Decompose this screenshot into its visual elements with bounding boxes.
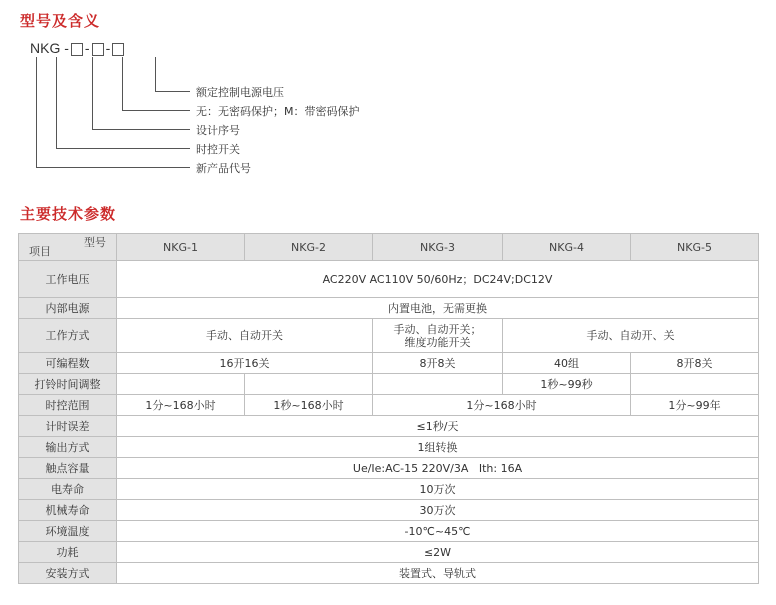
table-header-row xyxy=(19,234,759,261)
table-cell: Ue/Ie:AC-15 220V/3A Ith: 16A xyxy=(117,458,759,479)
table-cell: 1分~168小时 xyxy=(373,395,631,416)
table-row xyxy=(19,319,759,353)
table-cell: 1秒~168小时 xyxy=(245,395,373,416)
tree-line xyxy=(92,57,93,130)
code-label-password: 无：无密码保护；M：带密码保护 xyxy=(196,105,360,118)
tree-line xyxy=(36,57,37,168)
tree-line xyxy=(36,167,190,168)
table-row xyxy=(19,395,759,416)
row-label: 输出方式 xyxy=(19,437,117,458)
model-header: NKG-2 xyxy=(245,234,373,261)
row-label: 电寿命 xyxy=(19,479,117,500)
code-box-3 xyxy=(112,43,124,56)
row-label: 内部电源 xyxy=(19,298,117,319)
tree-line xyxy=(155,57,156,92)
tree-line xyxy=(56,148,190,149)
row-label: 触点容量 xyxy=(19,458,117,479)
table-row xyxy=(19,500,759,521)
table-cell: 内置电池，无需更换 xyxy=(117,298,759,319)
code-box-2 xyxy=(92,43,104,56)
table-row xyxy=(19,353,759,374)
table-cell: 装置式、导轨式 xyxy=(117,563,759,584)
row-label: 工作方式 xyxy=(19,319,117,353)
tree-line xyxy=(92,129,190,130)
table-cell: 1分~99年 xyxy=(631,395,759,416)
row-label: 时控范围 xyxy=(19,395,117,416)
table-cell xyxy=(373,374,503,395)
row-label: 机械寿命 xyxy=(19,500,117,521)
table-cell: 8开8关 xyxy=(631,353,759,374)
table-row xyxy=(19,416,759,437)
table-cell: 1组转换 xyxy=(117,437,759,458)
model-code: NKG - - - xyxy=(30,40,126,56)
model-header: NKG-5 xyxy=(631,234,759,261)
table-row xyxy=(19,374,759,395)
table-cell: AC220V AC110V 50/60Hz；DC24V;DC12V xyxy=(117,261,759,298)
tree-line xyxy=(122,57,123,111)
table-cell: 16开16关 xyxy=(117,353,373,374)
table-cell: ≤1秒/天 xyxy=(117,416,759,437)
table-row xyxy=(19,542,759,563)
code-label-voltage: 额定控制电源电压 xyxy=(196,86,284,99)
table-cell xyxy=(117,374,245,395)
code-label-design: 设计序号 xyxy=(196,124,240,137)
table-cell: 手动、自动开、关 xyxy=(503,319,759,353)
row-label: 计时误差 xyxy=(19,416,117,437)
table-row xyxy=(19,458,759,479)
code-label-timer: 时控开关 xyxy=(196,143,240,156)
section-title-model: 型号及含义 xyxy=(20,12,101,30)
model-header: NKG-1 xyxy=(117,234,245,261)
table-cell: 8开8关 xyxy=(373,353,503,374)
model-header: NKG-4 xyxy=(503,234,631,261)
table-cell: 手动、自动开关； 维度功能开关 xyxy=(373,319,503,353)
table-row xyxy=(19,563,759,584)
row-label: 打铃时间调整 xyxy=(19,374,117,395)
table-cell: 1秒~99秒 xyxy=(503,374,631,395)
table-cell: ≤2W xyxy=(117,542,759,563)
table-cell: 40组 xyxy=(503,353,631,374)
row-label: 安装方式 xyxy=(19,563,117,584)
code-box-1 xyxy=(71,43,83,56)
table-cell: 10万次 xyxy=(117,479,759,500)
table-row xyxy=(19,479,759,500)
tree-line xyxy=(122,110,190,111)
table-cell: -10℃~45℃ xyxy=(117,521,759,542)
row-label: 可编程数 xyxy=(19,353,117,374)
model-prefix: NKG xyxy=(30,40,61,56)
row-label: 功耗 xyxy=(19,542,117,563)
table-corner: 型号 项目 xyxy=(19,234,117,261)
table-cell: 30万次 xyxy=(117,500,759,521)
code-label-product: 新产品代号 xyxy=(196,162,251,175)
row-label: 环境温度 xyxy=(19,521,117,542)
table-row xyxy=(19,298,759,319)
tree-line xyxy=(155,91,190,92)
section-title-params: 主要技术参数 xyxy=(20,205,117,223)
tree-line xyxy=(56,57,57,149)
table-cell: 1分~168小时 xyxy=(117,395,245,416)
table-cell xyxy=(245,374,373,395)
table-cell: 手动、自动开关 xyxy=(117,319,373,353)
table-row xyxy=(19,437,759,458)
row-label: 工作电压 xyxy=(19,261,117,298)
table-row xyxy=(19,521,759,542)
model-header: NKG-3 xyxy=(373,234,503,261)
table-cell xyxy=(631,374,759,395)
spec-table xyxy=(18,233,759,584)
table-row xyxy=(19,261,759,298)
